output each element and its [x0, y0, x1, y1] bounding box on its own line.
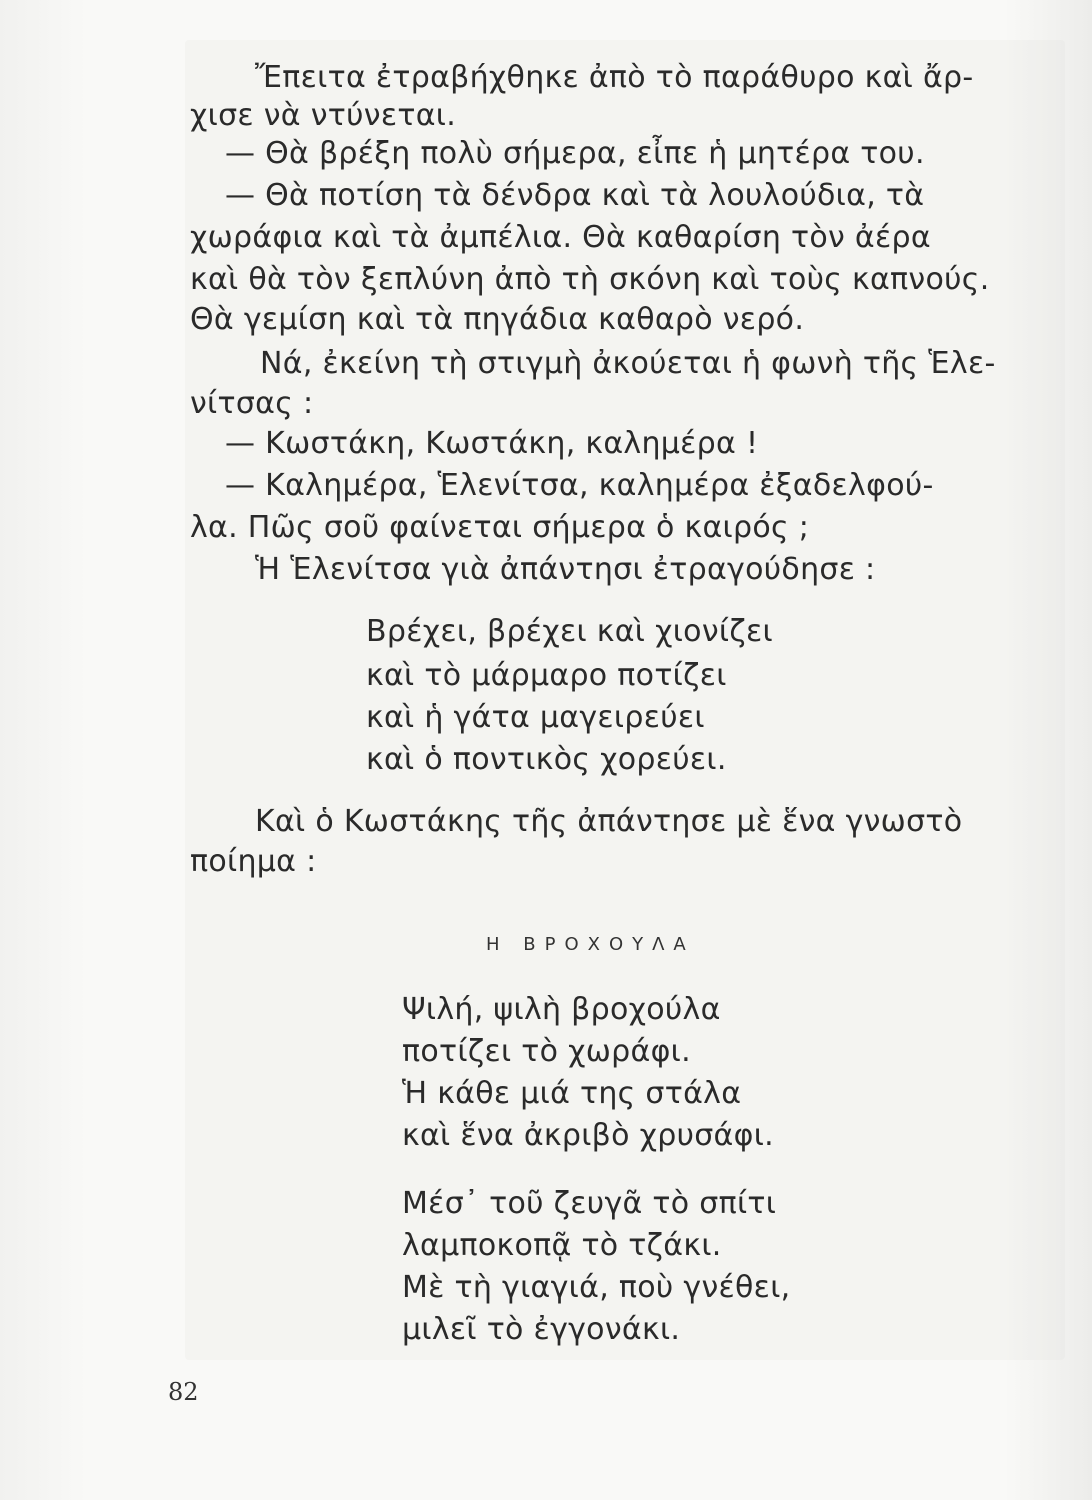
poem-line: καὶ ἕνα ἀκριβὸ χρυσάφι. [402, 1118, 775, 1153]
prose-line: χωράφια καὶ τὰ ἀμπέλια. Θὰ καθαρίση τὸν ἀέρα [190, 220, 931, 255]
poem-line: Μὲ τὴ γιαγιά, ποὺ γνέθει, [402, 1270, 791, 1305]
prose-line: Θὰ γεμίση καὶ τὰ πηγάδια καθαρὸ νερό. [190, 302, 805, 337]
poem-line: Μέσ᾽ τοῦ ζευγᾶ τὸ σπίτι [402, 1186, 777, 1221]
song-line: Βρέχει, βρέχει καὶ χιονίζει [366, 614, 773, 649]
prose-line: — Θὰ ποτίση τὰ δένδρα καὶ τὰ λουλούδια, τὰ [225, 178, 925, 213]
poem-line: Ἡ κάθε μιά της στάλα [402, 1076, 742, 1111]
prose-line: — Θὰ βρέξη πολὺ σήμερα, εἶπε ἡ μητέρα του. [225, 136, 925, 171]
page-number: 82 [168, 1378, 199, 1406]
poem-title: Η ΒΡΟΧΟΥΛΑ [486, 934, 695, 955]
song-line: καὶ τὸ μάρμαρο ποτίζει [366, 658, 727, 693]
poem-line: μιλεῖ τὸ ἐγγονάκι. [402, 1312, 681, 1347]
prose-line: Ἔπειτα ἐτραβήχθηκε ἀπὸ τὸ παράθυρο καὶ ἄρ- [255, 60, 974, 95]
prose-line: λα. Πῶς σοῦ φαίνεται σήμερα ὁ καιρός ; [190, 510, 810, 545]
poem-line: ποτίζει τὸ χωράφι. [402, 1034, 691, 1069]
song-line: καὶ ἡ γάτα μαγειρεύει [366, 700, 705, 735]
prose-line: χισε νὰ ντύνεται. [190, 98, 457, 133]
prose-line: — Κωστάκη, Κωστάκη, καλημέρα ! [225, 426, 759, 461]
poem-line: λαμποκοπᾷ τὸ τζάκι. [402, 1228, 722, 1263]
prose-line: Καὶ ὁ Κωστάκης τῆς ἀπάντησε μὲ ἕνα γνωστὸ [255, 804, 963, 839]
prose-line: Ἡ Ἑλενίτσα γιὰ ἀπάντησι ἐτραγούδησε : [255, 552, 876, 587]
song-line: καὶ ὁ ποντικὸς χορεύει. [366, 742, 727, 777]
prose-line: Νά, ἐκείνη τὴ στιγμὴ ἀκούεται ἡ φωνὴ τῆς Ἑλε- [260, 346, 996, 381]
prose-line: ποίημα : [190, 844, 317, 879]
poem-line: Ψιλή, ψιλὴ βροχούλα [402, 992, 721, 1027]
prose-line: — Καλημέρα, Ἑλενίτσα, καλημέρα ἐξαδελφού- [225, 468, 934, 503]
prose-line: νίτσας : [190, 386, 314, 421]
prose-line: καὶ θὰ τὸν ξεπλύνη ἀπὸ τὴ σκόνη καὶ τοὺς καπνούς. [190, 262, 990, 297]
